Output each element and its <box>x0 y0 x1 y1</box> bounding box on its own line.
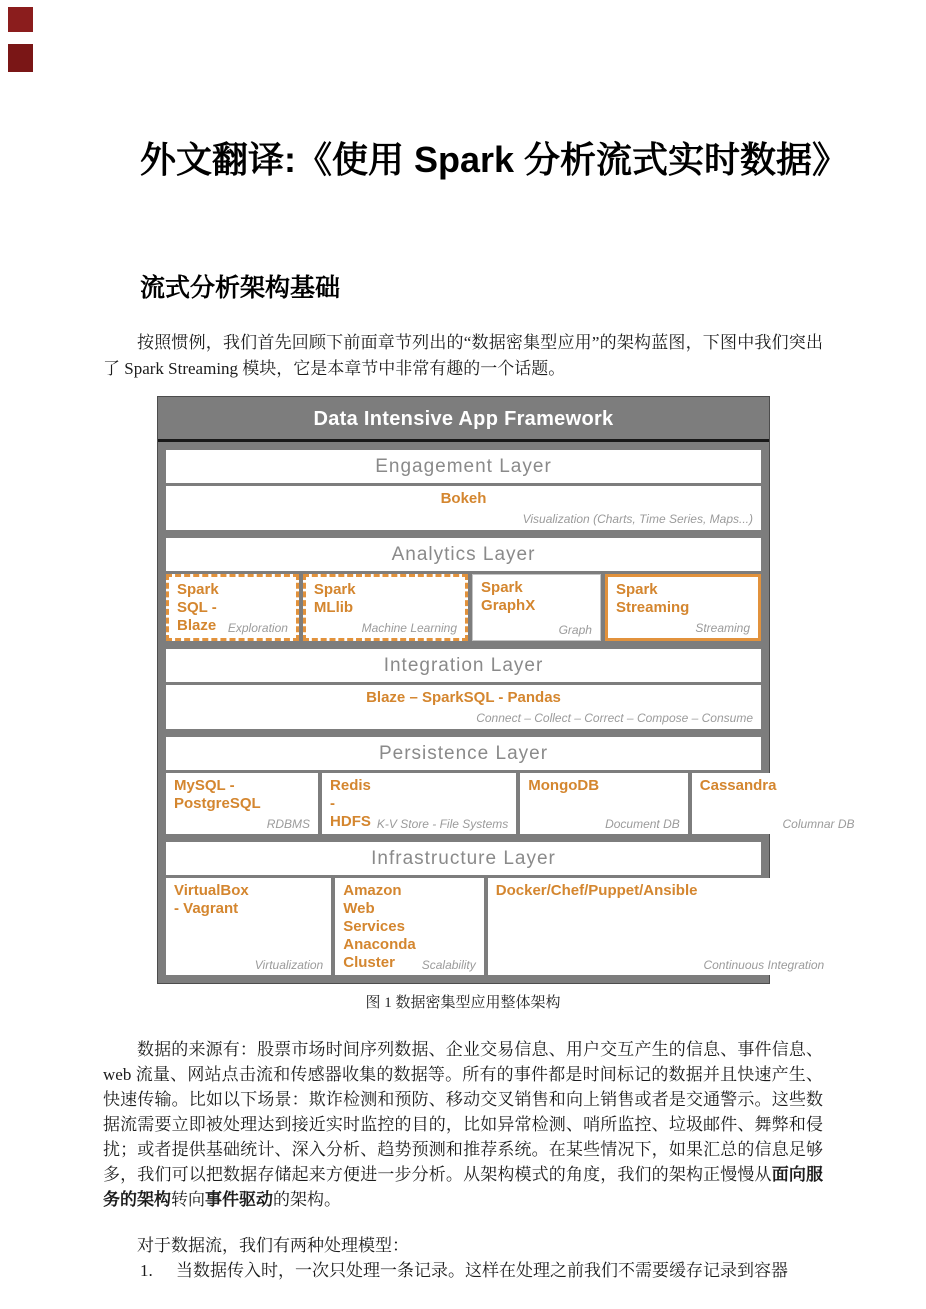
paragraph-intro: 按照惯例，我们首先回顾下前面章节列出的“数据密集型应用”的架构蓝图，下图中我们突出了 Spark Streaming 模块，它是本章节中非常有趣的一个话题。 <box>103 333 823 378</box>
bold-event-driven: 事件驱动 <box>205 1190 273 1209</box>
component-name: Spark SQL - Blaze <box>177 581 219 634</box>
component-box-mysql-postgresql <box>166 773 318 834</box>
component-name: Blaze – SparkSQL - Pandas <box>366 689 561 706</box>
component-name: MySQL - PostgreSQL <box>174 777 261 812</box>
component-name: VirtualBox - Vagrant <box>174 882 249 917</box>
numbered-list <box>103 1258 823 1283</box>
corner-mark-bottom <box>8 44 33 72</box>
component-box-cassandra <box>692 773 863 834</box>
component-box-spark-streaming <box>605 574 761 641</box>
component-box-spark-sql-blaze <box>166 574 299 641</box>
figure-caption: 图 1 数据密集型应用整体架构 <box>365 995 561 1011</box>
paragraph-text: 转向 <box>171 1190 205 1209</box>
component-subtitle: Columnar DB <box>782 817 855 831</box>
paragraph-text: 数据的来源有：股票市场时间序列数据、企业交易信息、用户交互产生的信息、事件信息、web 流量、网站点击流和传感器收集的数据等。所有的事件都是时间标记的数据并且快速产生、快速传输。比如以下场景：欺诈检测和预防、移动交叉销售和向上销售或者是交通警示。这些数据流需要立即被处理达到接近实时监控的目的，比如异常检测、哨所监控、垃圾邮件、舞弊和侵扰；或者提供基础统计、深入分析、趋势预测和推荐系统。在某些情况下，如果汇总的信息足够多，我们可以把数据存储起来方便进一步分析。从架构模式的角度，我们的架构正慢慢从 <box>103 1040 823 1184</box>
layer-header-integration: Integration Layer <box>166 649 761 682</box>
analytics-row <box>166 574 761 641</box>
component-subtitle: Streaming <box>695 621 751 635</box>
corner-mark-top <box>8 7 33 32</box>
component-box-redis-hdfs <box>322 773 516 834</box>
component-subtitle: Continuous Integration <box>703 958 825 972</box>
document-title: 外文翻译:《使用 Spark 分析流式实时数据》 <box>140 139 849 180</box>
component-subtitle: Machine Learning <box>361 621 458 635</box>
component-subtitle: Scalability <box>421 958 476 972</box>
paragraph-data-sources <box>103 1037 823 1212</box>
component-name: Spark GraphX <box>481 579 536 614</box>
component-box-bokeh <box>166 486 761 530</box>
section-heading: 流式分析架构基础 <box>140 274 341 302</box>
component-name: Spark MLlib <box>313 581 356 616</box>
layer-header-analytics: Analytics Layer <box>166 538 761 571</box>
component-name: MongoDB <box>528 777 600 794</box>
component-box-spark-mllib <box>303 574 468 641</box>
layer-header-infrastructure: Infrastructure Layer <box>166 842 761 875</box>
layer-infrastructure <box>166 842 825 975</box>
list-item-1 <box>103 1258 823 1283</box>
component-subtitle: Visualization (Charts, Time Series, Maps...) <box>522 512 753 526</box>
component-subtitle: Document DB <box>605 817 680 831</box>
component-name: Bokeh <box>440 490 487 507</box>
component-subtitle: Virtualization <box>254 958 324 972</box>
paragraph-text: 的架构。 <box>273 1190 341 1209</box>
component-box-aws-anaconda <box>335 878 484 975</box>
component-name: Cassandra <box>699 777 777 794</box>
component-box-blaze-sparksql-pandas <box>166 685 761 729</box>
component-name: Redis -HDFS <box>330 777 371 830</box>
layer-analytics <box>166 538 761 641</box>
component-name: Amazon Web Services Anaconda Cluster <box>343 882 416 971</box>
layer-header-persistence: Persistence Layer <box>166 737 761 770</box>
component-name: Spark Streaming <box>615 581 690 616</box>
component-subtitle: K-V Store - File Systems <box>376 817 509 831</box>
component-subtitle: Connect – Collect – Correct – Compose – Consume <box>476 711 753 725</box>
architecture-diagram <box>157 396 855 984</box>
component-subtitle: Exploration <box>227 621 288 635</box>
component-box-docker-chef-puppet-ansible <box>488 878 832 975</box>
component-subtitle: RDBMS <box>266 817 311 831</box>
layer-integration <box>166 649 761 729</box>
component-subtitle: Graph <box>558 623 592 637</box>
layer-header-engagement: Engagement Layer <box>166 450 761 483</box>
diagram-title: Data Intensive App Framework <box>158 397 769 442</box>
component-name: Docker/Chef/Puppet/Ansible <box>495 882 698 899</box>
component-box-mongodb <box>520 773 688 834</box>
persistence-row <box>166 773 855 834</box>
diagram-body <box>158 442 855 983</box>
bold-service-oriented-architecture: 面向服务的架构 <box>103 1165 824 1209</box>
component-box-virtualbox-vagrant <box>166 878 331 975</box>
layer-engagement <box>166 450 761 530</box>
list-item-text: 当数据传入时，一次只处理一条记录。这样在处理之前我们不需要缓存记录到容器 <box>176 1261 788 1280</box>
list-item-number: 1. <box>140 1261 153 1280</box>
layer-persistence <box>166 737 855 834</box>
component-box-spark-graphx <box>472 574 601 641</box>
architecture-figure <box>157 396 855 984</box>
infrastructure-row <box>166 878 825 975</box>
paragraph-models-intro: 对于数据流，我们有两种处理模型： <box>137 1236 409 1255</box>
